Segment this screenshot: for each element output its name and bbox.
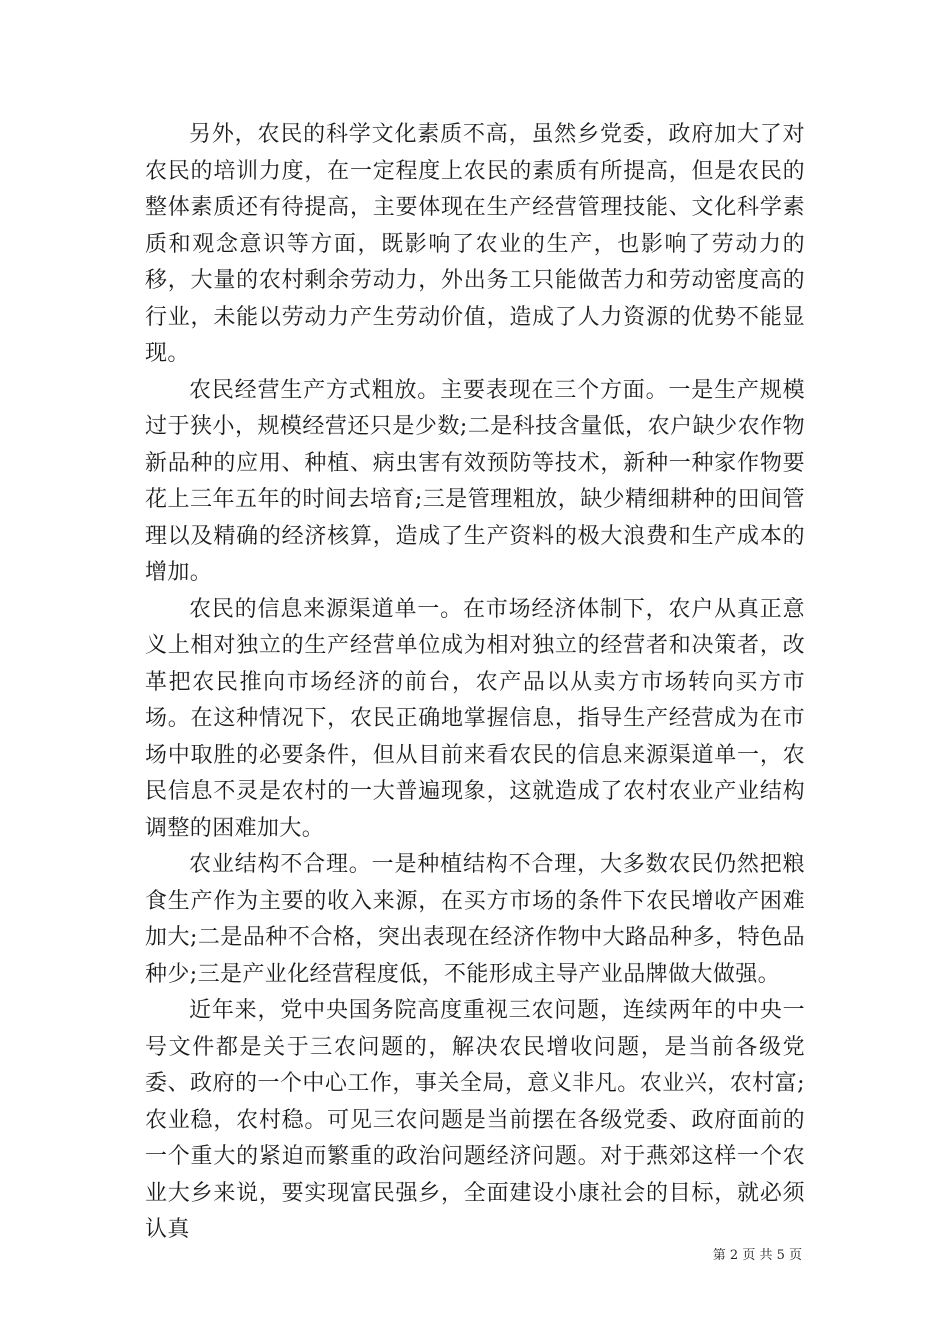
paragraph-farmer-education: 另外，农民的科学文化素质不高，虽然乡党委，政府加大了对农民的培训力度，在一定程度上农民的素质有所提高，但是农民的整体素质还有待提高，主要体现在生产经营管理技能、文化科学素质和观念意识等方面，既影响了农业的生产，也影响了劳动力的移，大量的农村剩余劳动力，外出务工只能做苦力和劳动密度高的行业，未能以劳动力产生劳动价值，造成了人力资源的优势不能显现。	[145, 122, 805, 366]
paragraph-extensive-production: 农民经营生产方式粗放。主要表现在三个方面。一是生产规模过于狭小，规模经营还只是少数;二是科技含量低，农户缺少农作物新品种的应用、种植、病虫害有效预防等技术，新种一种家作物要花上三年五年的时间去培育;三是管理粗放，缺少精细耕种的田间管理以及精确的经济核算，造成了生产资料的极大浪费和生产成本的增加。	[145, 377, 805, 585]
page-number-footer: 第 2 页 共 5 页	[712, 1248, 802, 1263]
paragraph-information-channels: 农民的信息来源渠道单一。在市场经济体制下，农户从真正意义上相对独立的生产经营单位成为相对独立的经营者和决策者，改革把农民推向市场经济的前台，农产品以从卖方市场转向买方市场。在这种情况下，农民正确地掌握信息，指导生产经营成为在市场中取胜的必要条件，但从目前来看农民的信息来源渠道单一，农民信息不灵是农村的一大普遍现象，这就造成了农村农业产业结构调整的困难加大。	[145, 596, 805, 841]
paragraph-agricultural-structure: 农业结构不合理。一是种植结构不合理，大多数农民仍然把粮食生产作为主要的收入来源，在买方市场的条件下农民增收产困难加大;二是品种不合格，突出表现在经济作物中大路品种多，特色品种少;三是产业化经营程度低，不能形成主导产业品牌做大做强。	[145, 852, 805, 987]
document-body	[145, 117, 805, 1249]
paragraph-three-rural-issues: 近年来，党中央国务院高度重视三农问题，连续两年的中央一号文件都是关于三农问题的，解决农民增收问题，是当前各级党委、政府的一个中心工作，事关全局，意义非凡。农业兴，农村富;农业稳，农村稳。可见三农问题是当前摆在各级党委、政府面前的一个重大的紧迫而繁重的政治问题经济问题。对于燕郊这样一个农业大乡来说，要实现富民强乡，全面建设小康社会的目标，就必须认真	[145, 998, 805, 1242]
